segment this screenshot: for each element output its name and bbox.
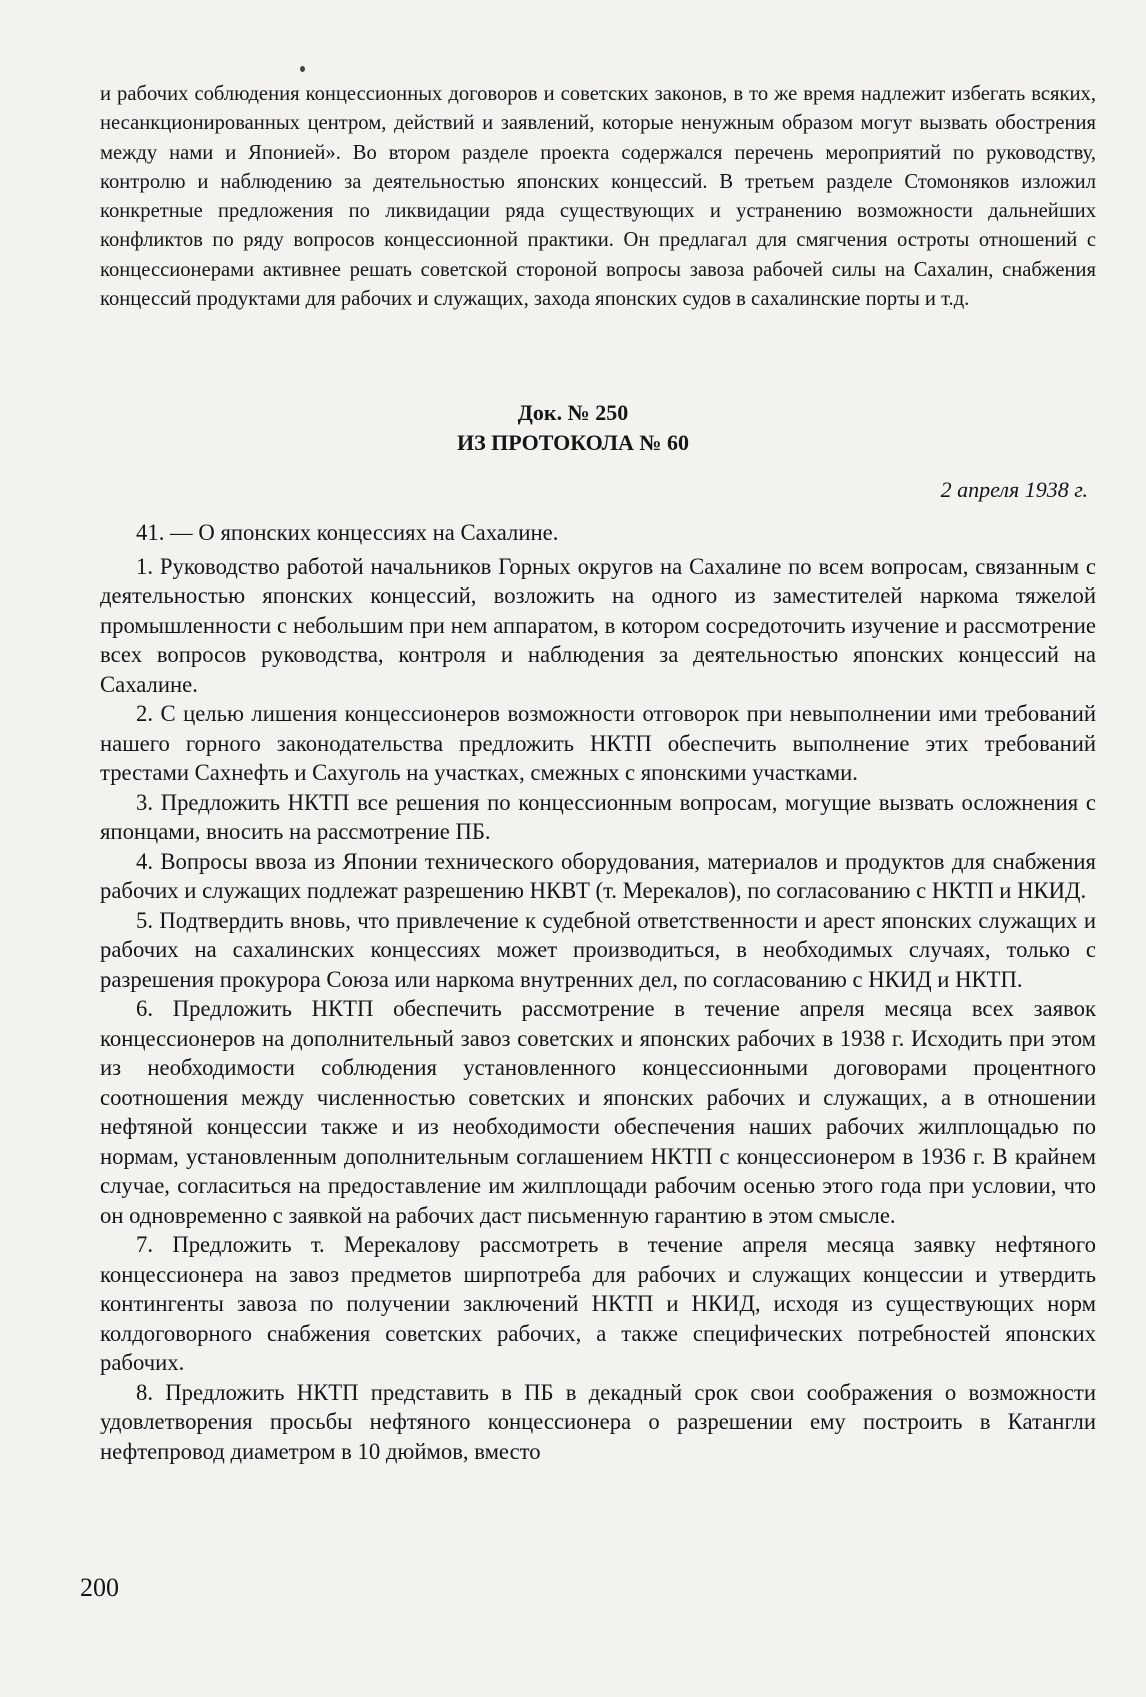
item-heading: 41. — О японских концессиях на Сахалине. <box>136 520 559 545</box>
protocol-item: 5. Подтвердить вновь, что привлечение к судебной ответственности и арест японских служащих и рабочих на сахалинских концессиях может производиться, в необходимых случаях, только с разрешения прокурора Союза или наркома внутренних дел, по согласованию с НКИД и НКТП. <box>100 907 1096 992</box>
document-date: 2 апреля 1938 г. <box>940 477 1088 502</box>
document-number: Док. № 250 <box>517 400 629 425</box>
ink-dot <box>300 66 305 72</box>
protocol-item: 3. Предложить НКТП все решения по концессионным вопросам, могущие вызвать осложнения с японцами, вносить на рассмотрение ПБ. <box>100 789 1096 844</box>
protocol-item: 2. С целью лишения концессионеров возможности отговорок при невыполнении ими требований нашего горного законодательства предложить НКТП обеспечить выполнение этих требований трестами Сахнефть и Сахуголь на участках, смежных с японскими участками. <box>100 701 1096 785</box>
document-title: ИЗ ПРОТОКОЛА № 60 <box>456 430 690 455</box>
page-number: 200 <box>80 1573 119 1602</box>
protocol-item: 4. Вопросы ввоза из Японии технического оборудования, материалов и продуктов для снабжения рабочих и служащих подлежат разрешению НКВТ (т. Мерекалов), по согласованию с НКТП и НКИД. <box>100 848 1096 903</box>
protocol-item: 7. Предложить т. Мерекалову рассмотреть в течение апреля месяца заявку нефтяного концессионера на завоз предметов ширпотреба для рабочих и служащих концессии и утвердить контингенты завоза по получении заключений НКТП и НКИД, исходя из существующих норм колдоговорного снабжения советских рабочих, а также специфических потребностей японских рабочих. <box>100 1232 1096 1375</box>
protocol-body <box>100 518 1096 1466</box>
intro-paragraph: и рабочих соблюдения концессионных договоров и советских законов, в то же время надлежит избегать всяких, несанкционированных центром, действий и заявлений, которые ненужным образом могут вызвать обострения между нами и Японией». Во втором разделе проекта содержался перечень мероприятий по руководству, контролю и наблюдению за деятельностью японских концессий. В третьем разделе Стомоняков изложил конкретные предложения по ликвидации ряда существующих и устранению возможности дальнейших конфликтов по ряду вопросов концессионной практики. Он предлагал для смягчения остроты отношений с концессионерами активнее решать советской стороной вопросы завоза рабочей силы на Сахалин, снабжения концессий продуктами для рабочих и служащих, захода японских судов в сахалинские порты и т.д. <box>100 83 1096 311</box>
protocol-item: 8. Предложить НКТП представить в ПБ в декадный срок свои соображения о возможности удовлетворения просьбы нефтяного концессионера о разрешении ему построить в Катангли нефтепровод диаметром в 10 дюймов, вместо <box>100 1379 1096 1464</box>
protocol-item: 1. Руководство работой начальников Горных округов на Сахалине по всем вопросам, связанным с деятельностью японских концессий, возложить на одного из заместителей наркома тяжелой промышленности с небольшим при нем аппаратом, в котором сосредоточить изучение и рассмотрение всех вопросов руководства, контроля и наблюдения за деятельностью японских концессий на Сахалине. <box>100 553 1096 697</box>
protocol-item: 6. Предложить НКТП обеспечить рассмотрение в течение апреля месяца всех заявок концессионеров на дополнительный завоз советских и японских рабочих в 1938 г. Исходить при этом из необходимости соблюдения установленного концессионными договорами процентного соотношения между численностью советских и японских рабочих и служащих, а в отношении нефтяной концессии также и из необходимости обеспечения наших рабочих жилплощадью по нормам, установленным дополнительным соглашением НКТП с концессионером в 1936 г. В крайнем случае, согласиться на предоставление им жилплощади рабочим осенью этого года при условии, что он одновременно с заявкой на рабочих даст письменную гарантию в этом смысле. <box>100 996 1096 1228</box>
